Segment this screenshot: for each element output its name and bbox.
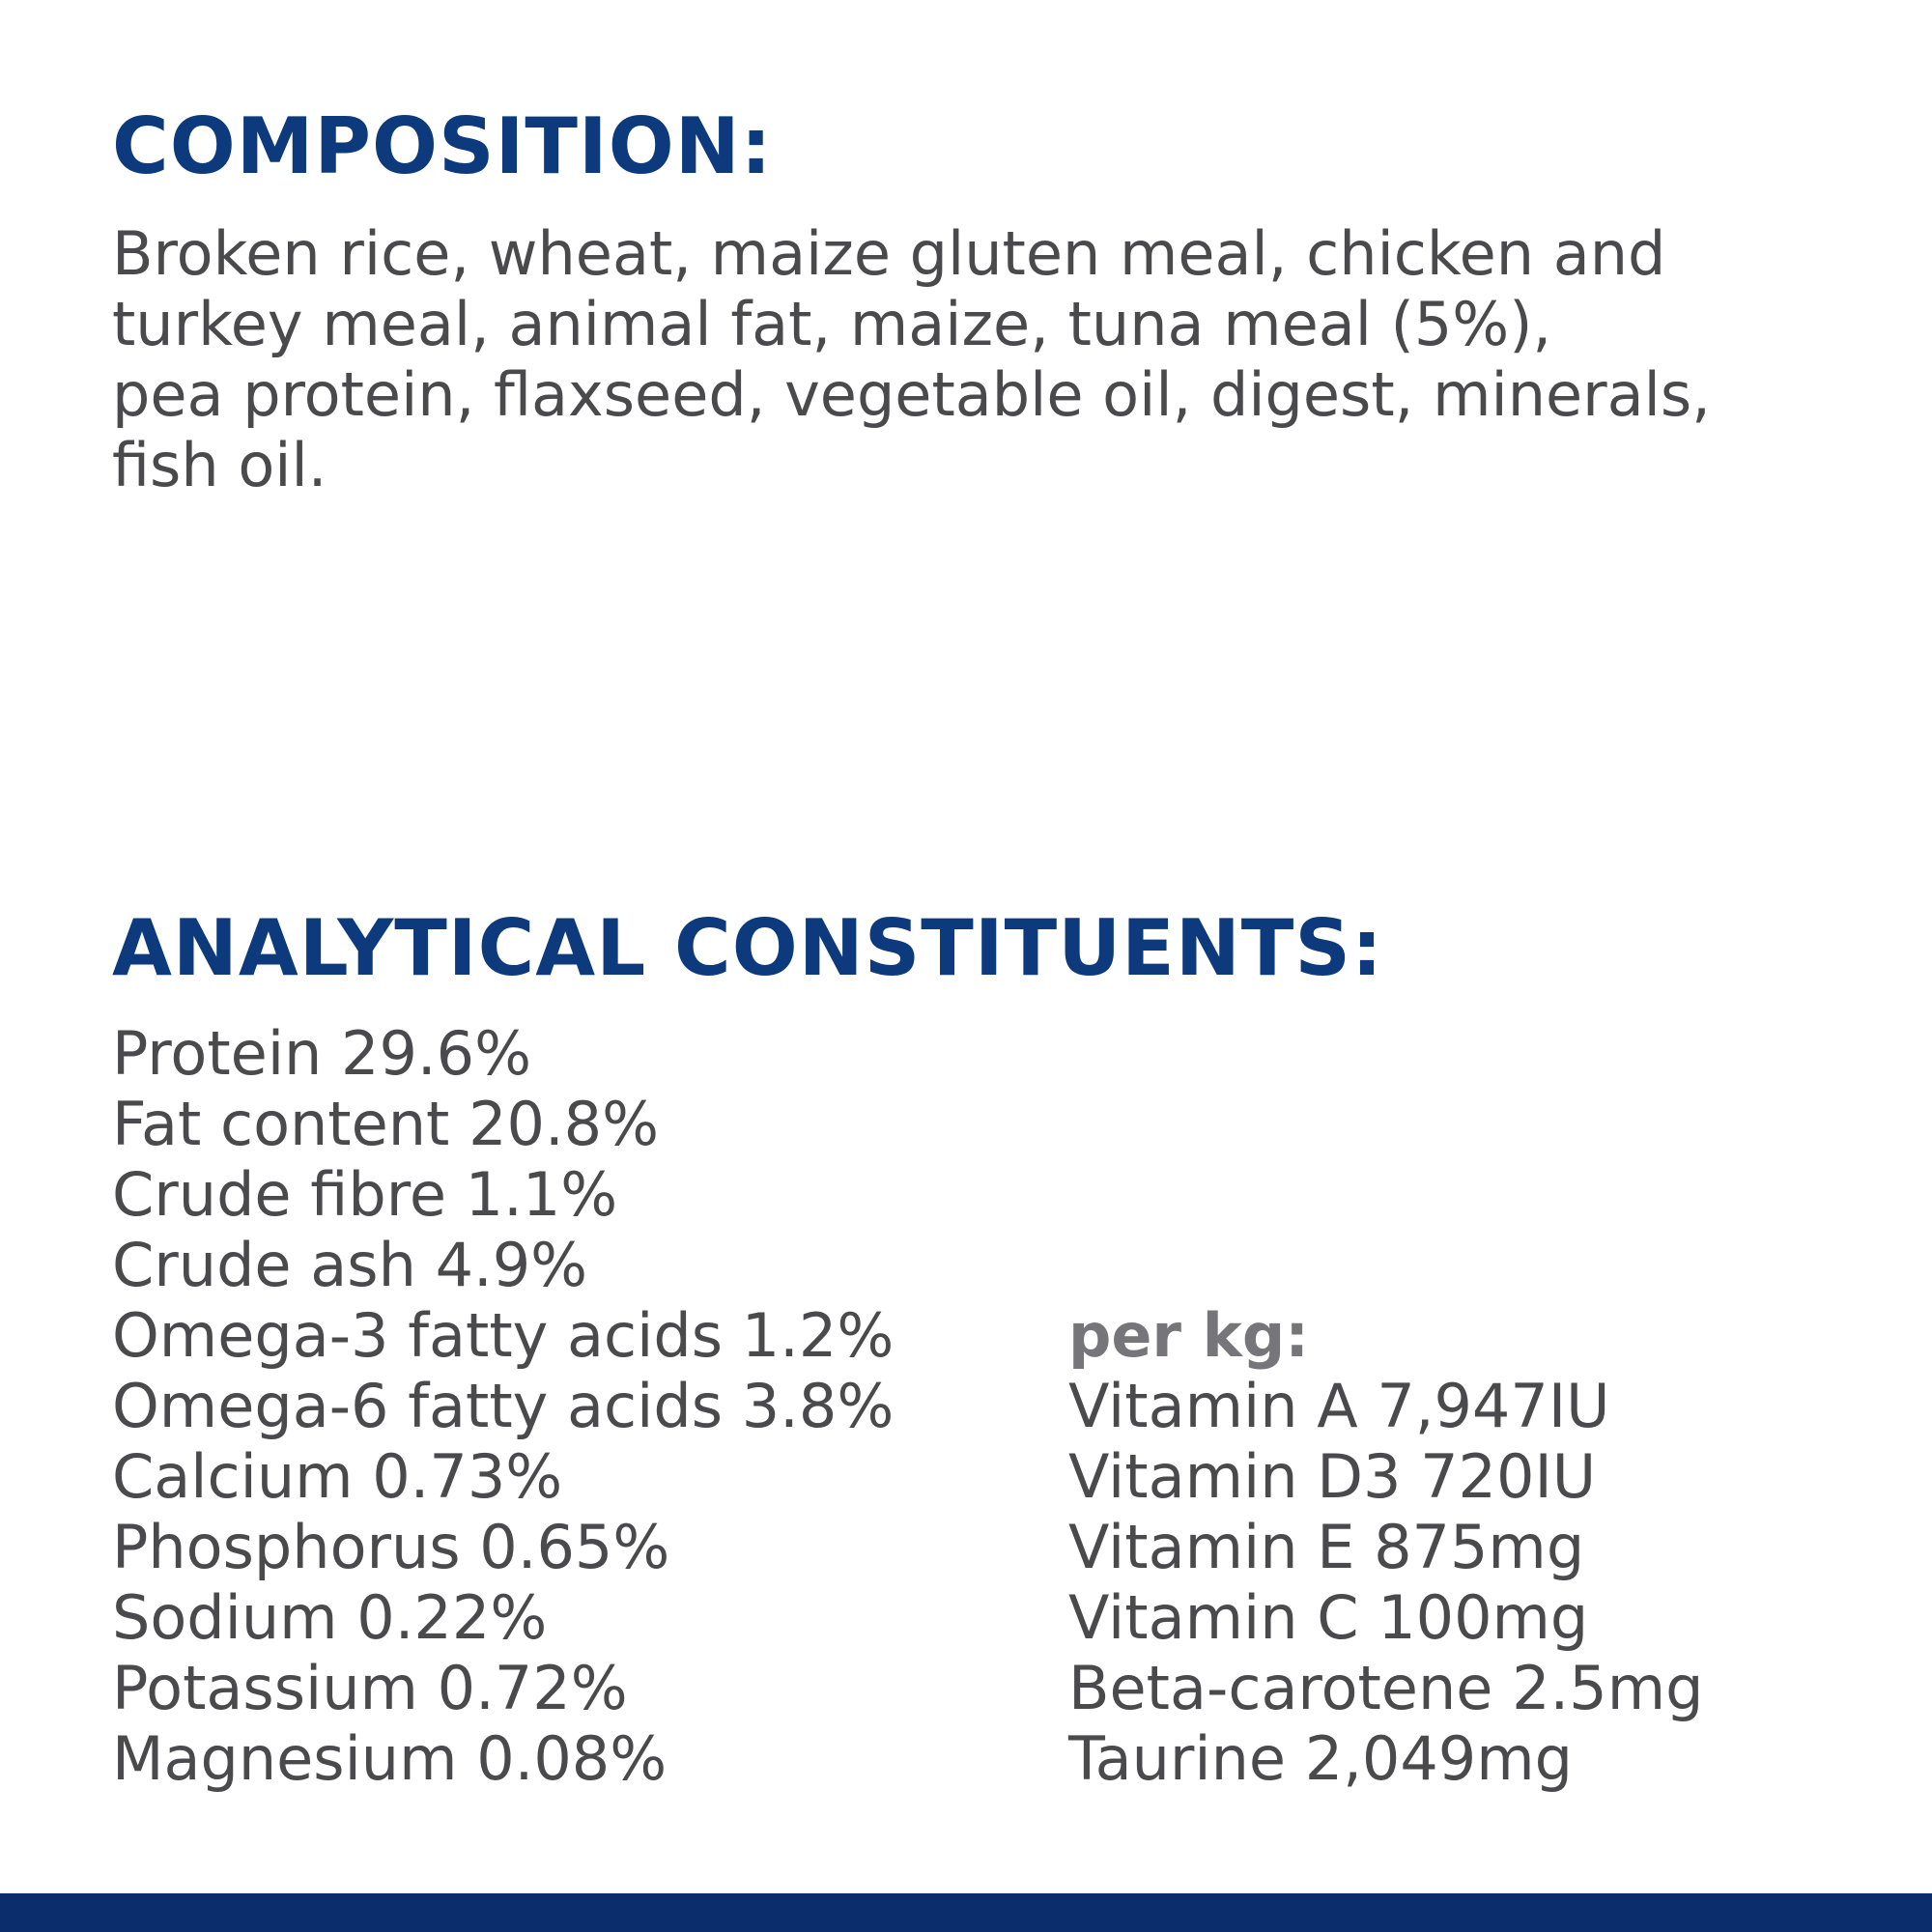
footer-bar [0,1893,1932,1932]
constituent-item: Magnesium 0.08% [112,1723,668,1794]
per-kg-item: Vitamin C 100mg [1068,1582,1589,1653]
constituents-list [112,1018,894,1794]
composition-line: fish oil. [112,430,327,500]
constituent-item: Potassium 0.72% [112,1653,628,1723]
constituent-item: Calcium 0.73% [112,1441,563,1512]
per-kg-item: Vitamin D3 720IU [1068,1441,1597,1512]
constituent-item: Omega-3 fatty acids 1.2% [112,1300,895,1371]
constituent-item: Protein 29.6% [112,1018,531,1089]
composition-text [112,218,1899,500]
constituent-item: Crude ash 4.9% [112,1230,588,1300]
per-kg-item: Beta-carotene 2.5mg [1068,1653,1704,1723]
per-kg-label: per kg: [1068,1300,1309,1371]
per-kg-item: Vitamin E 875mg [1068,1512,1585,1582]
composition-line: turkey meal, animal fat, maize, tuna meal (5%), [112,289,1552,359]
per-kg-item: Vitamin A 7,947IU [1068,1371,1610,1441]
constituent-item: Fat content 20.8% [112,1089,660,1159]
constituent-item: Sodium 0.22% [112,1582,548,1653]
per-kg-list [1068,1300,1703,1794]
constituent-item: Crude fibre 1.1% [112,1159,618,1230]
composition-heading: COMPOSITION: [112,101,773,191]
composition-line: Broken rice, wheat, maize gluten meal, chicken and [112,218,1666,289]
constituent-item: Phosphorus 0.65% [112,1512,670,1582]
composition-line: pea protein, flaxseed, vegetable oil, digest, minerals, [112,359,1711,430]
analytical-constituents-heading: ANALYTICAL CONSTITUENTS: [112,903,1383,993]
constituent-item: Omega-6 fatty acids 3.8% [112,1371,895,1441]
per-kg-item: Taurine 2,049mg [1068,1723,1574,1794]
